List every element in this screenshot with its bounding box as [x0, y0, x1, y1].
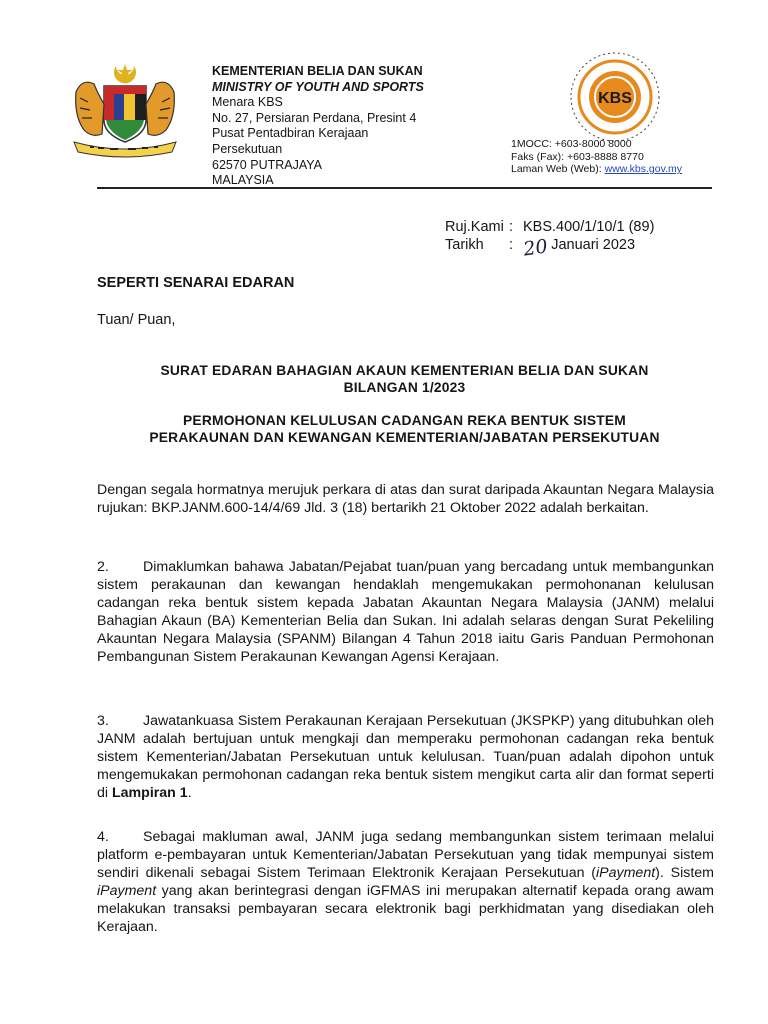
address-line: MALAYSIA [212, 173, 274, 188]
appendix-reference: Lampiran 1 [111, 785, 188, 801]
reference-separator: : [509, 219, 514, 235]
reference-row [445, 218, 654, 236]
salutation: Tuan/ Puan, [97, 312, 176, 328]
paragraph-4 [97, 828, 714, 936]
paragraph-text: yang akan berintegrasi dengan iGFMAS ini merupakan alternatif kepada orang awam melakukan transaksi pembayaran secara elektronik bagi perkhidmatan yang disediakan oleh Kerajaan. [97, 883, 714, 935]
kbs-logo-icon [568, 50, 662, 144]
paragraph-1: Dengan segala hormatnya merujuk perkara di atas dan surat daripada Akauntan Negara Malaysia rujukan: BKP.JANM.600-14/4/69 Jld. 3 (18) bertarikh 21 Oktober 2022 adalah berkaitan. [97, 482, 714, 516]
ministry-name-malay: KEMENTERIAN BELIA DAN SUKAN [212, 64, 423, 78]
phone-number: 1MOCC: +603-8000 8000 [511, 138, 632, 150]
circular-title [97, 362, 712, 396]
address-line: No. 27, Persiaran Perdana, Presint 4 [212, 110, 417, 125]
subject-title [97, 412, 712, 446]
letterhead-divider [97, 187, 712, 189]
paragraph-text-end: . [187, 785, 192, 801]
date-label: Tarikh [445, 237, 484, 253]
date-row [445, 235, 654, 261]
paragraph-text: Jawatankuasa Sistem Perakaunan Kerajaan Persekutuan (JKSPKP) yang ditubuhkan oleh JANM adalah bertujuan untuk mengkaji dan memperaku permohonan cadangan reka bentuk sistem Kementerian/Jabatan Persekutuan untuk kelulusan. Tuan/puan adalah dipohon untuk mengemukakan permohonan cadangan reka bentuk sistem mengikut carta alir dan format seperti di [97, 713, 714, 801]
paragraph-text: Sebagai makluman awal, JANM juga sedang membangunkan sistem terimaan melalui platform e-pembayaran untuk Kementerian/Jabatan Persekutuan yang tidak mempunyai sistem sendiri dikenali sebagai Sistem Terimaan Elektronik Kerajaan Persekutuan ( [97, 829, 714, 881]
address-line: Pusat Pentadbiran Kerajaan [212, 126, 369, 141]
system-name-italic: iPayment [596, 865, 656, 881]
address-line: Menara KBS [212, 95, 283, 110]
paragraph-number: 4. [97, 829, 109, 845]
paragraph-number: 3. [97, 713, 109, 729]
date-month-year: Januari 2023 [551, 237, 636, 253]
ministry-name-english: MINISTRY OF YOUTH AND SPORTS [212, 79, 424, 94]
reference-block [445, 218, 655, 261]
circular-title-line: SURAT EDARAN BAHAGIAN AKAUN KEMENTERIAN BELIA DAN SUKAN [160, 363, 649, 378]
reference-label: Ruj.Kami [445, 219, 504, 235]
kbs-logo-text: KBS [598, 90, 632, 107]
address-line: 62570 PUTRAJAYA [212, 157, 323, 172]
circular-title-line: BILANGAN 1/2023 [343, 380, 466, 395]
system-name-italic: iPayment [97, 883, 157, 899]
address-line: Persekutuan [212, 141, 283, 156]
malaysia-coat-of-arms-icon [66, 62, 184, 158]
paragraph-3 [97, 712, 714, 802]
reference-value: KBS.400/1/10/1 (89) [523, 219, 655, 235]
website-link[interactable]: www.kbs.gov.my [604, 163, 682, 176]
paragraph-text: ). Sistem [655, 865, 714, 881]
website-line [511, 163, 682, 176]
paragraph-number: 2. [97, 559, 109, 575]
ministry-address-block [212, 64, 424, 189]
subject-title-line: PERMOHONAN KELULUSAN CADANGAN REKA BENTUK SISTEM [183, 413, 626, 428]
date-separator: : [509, 237, 514, 253]
paragraph-text: Dimaklumkan bahawa Jabatan/Pejabat tuan/puan yang bercadang untuk membangunkan sistem perakaunan dan kewangan hendaklah mengemukakan permohonanan kelulusan cadangan reka bentuk sistem kepada Jabatan Akauntan Negara Malaysia (JANM) melalui Bahagian Akaun (BA) Kementerian Belia dan Sukan. Ini adalah selaras dengan Surat Pekeliling Akauntan Negara Malaysia (SPANM) Bilangan 4 Tahun 2018 iaitu Garis Panduan Permohonan Pembangunan Sistem Perakaunan Kewangan Agensi Kerajaan. [97, 559, 714, 665]
addressee: SEPERTI SENARAI EDARAN [97, 275, 295, 291]
subject-title-line: PERAKAUNAN DAN KEWANGAN KEMENTERIAN/JABATAN PERSEKUTUAN [149, 430, 660, 445]
fax-number: Faks (Fax): +603-8888 8770 [511, 150, 644, 163]
date-day-handwritten: 20 [522, 235, 550, 261]
website-label: Laman Web (Web): [511, 163, 605, 176]
contact-block [511, 138, 682, 176]
paragraph-2 [97, 558, 714, 666]
